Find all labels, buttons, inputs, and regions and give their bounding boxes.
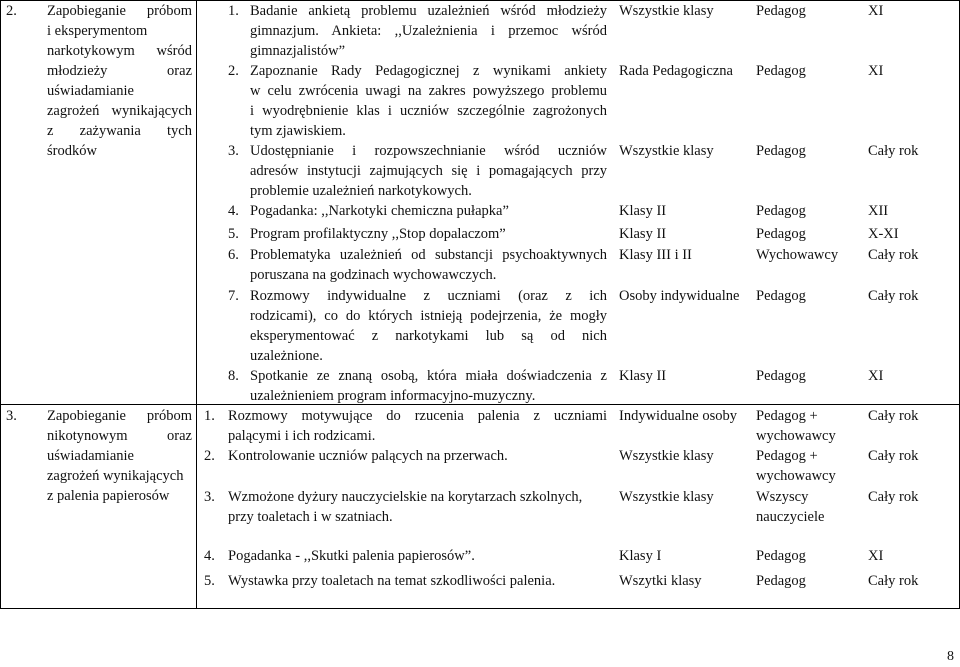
task-line: Pogadanka: ,,Narkotyki chemiczna pułapka”: [250, 203, 509, 219]
target-group: Klasy II: [619, 368, 667, 384]
deadline: Cały rok: [868, 489, 919, 505]
responsible: wychowawcy: [756, 428, 836, 444]
task-line: Udostępnianie i rozpowszechnianie wśród uczniów: [250, 143, 607, 159]
task-line: w celu zwrócenia uwagi na zakres powyższego problemu: [250, 83, 607, 99]
task-line: adresów instytucji zajmujących się i pomagających przy: [250, 163, 607, 179]
section-3-line: nikotynowym oraz: [47, 428, 192, 444]
task-line: uzależnieniem program informacyjno-muzyczny.: [250, 388, 536, 404]
target-group: Klasy II: [619, 226, 667, 242]
responsible: Pedagog: [756, 368, 806, 384]
row-number: 2.: [204, 448, 215, 464]
target-group: Wszystkie klasy: [619, 489, 714, 505]
task-line: Problematyka uzależnień od substancji psychoaktywnych: [250, 247, 607, 263]
section-2-line: i eksperymentom: [47, 23, 148, 39]
section-2-line: z zażywania tych: [47, 123, 192, 139]
task-line: Zapoznanie Rady Pedagogicznej z wynikami ankiety: [250, 63, 607, 79]
row-number: 2.: [228, 63, 239, 79]
task-line: Program profilaktyczny ,,Stop dopalaczom”: [250, 226, 506, 242]
task-line: gimnazjalistów”: [250, 43, 346, 59]
task-line: Rozmowy indywidualne z uczniami (oraz z ich: [250, 288, 607, 304]
section-2-line: uświadamianie: [47, 83, 134, 99]
task-line: przy toaletach i w szatniach.: [228, 509, 393, 525]
task-line: Spotkanie ze znaną osobą, która miała doświadczenia z: [250, 368, 607, 384]
row-number: 3.: [204, 489, 215, 505]
deadline: XI: [868, 3, 884, 19]
deadline: XI: [868, 63, 884, 79]
responsible: Pedagog: [756, 226, 806, 242]
target-group: Klasy II: [619, 203, 667, 219]
responsible: Pedagog: [756, 203, 806, 219]
row-number: 5.: [228, 226, 239, 242]
deadline: XII: [868, 203, 889, 219]
section-3-line: z palenia papierosów: [47, 488, 170, 504]
target-group: Indywidualne osoby: [619, 408, 737, 424]
row-number: 1.: [228, 3, 239, 19]
task-line: problemie uzależnień narkotykowych.: [250, 183, 472, 199]
section-3-number: 3.: [6, 408, 17, 424]
section-2-line: młodzieży oraz: [47, 63, 192, 79]
section-2-line: Zapobieganie próbom: [47, 3, 192, 19]
deadline: X-XI: [868, 226, 899, 242]
deadline: Cały rok: [868, 408, 919, 424]
task-line: Badanie ankietą problemu uzależnień wśród młodzieży: [250, 3, 607, 19]
column-divider-1: [196, 0, 197, 609]
responsible: Pedagog: [756, 63, 806, 79]
task-line: Kontrolowanie uczniów palących na przerwach.: [228, 448, 508, 464]
table-left-border: [0, 0, 1, 609]
responsible: Pedagog: [756, 573, 806, 589]
row-number: 4.: [228, 203, 239, 219]
row-number: 1.: [204, 408, 215, 424]
task-line: eksperymentować z narkotykami lub są od nich: [250, 328, 607, 344]
target-group: Wszystkie klasy: [619, 143, 714, 159]
deadline: Cały rok: [868, 573, 919, 589]
responsible: wychowawcy: [756, 468, 836, 484]
row-number: 6.: [228, 247, 239, 263]
deadline: XI: [868, 368, 884, 384]
deadline: Cały rok: [868, 288, 919, 304]
page-number: 8: [947, 649, 954, 664]
target-group: Klasy I: [619, 548, 662, 564]
responsible: Pedagog +: [756, 448, 818, 464]
section-3-line: uświadamianie: [47, 448, 134, 464]
responsible: Pedagog: [756, 3, 806, 19]
task-line: palącymi i ich rodzicami.: [228, 428, 376, 444]
section-2-line: zagrożeń wynikających: [47, 103, 192, 119]
responsible: Pedagog: [756, 288, 806, 304]
task-line: tym zjawiskiem.: [250, 123, 346, 139]
responsible: Wychowawcy: [756, 247, 839, 263]
section-2-line: środków: [47, 143, 97, 159]
task-line: poruszana na godzinach wychowawczych.: [250, 267, 497, 283]
target-group: Wszystkie klasy: [619, 448, 714, 464]
target-group: Rada Pedagogiczna: [619, 63, 733, 79]
task-line: Rozmowy motywujące do rzucenia palenia z uczniami: [228, 408, 607, 424]
target-group: Wszystkie klasy: [619, 3, 714, 19]
task-line: Pogadanka - ,,Skutki palenia papierosów”.: [228, 548, 475, 564]
task-line: rodzicami), co do których istnieją podejrzenia, że mogły: [250, 308, 607, 324]
row-number: 4.: [204, 548, 215, 564]
deadline: Cały rok: [868, 448, 919, 464]
target-group: Osoby indywidualne: [619, 288, 740, 304]
section-2-line: narkotykowym wśród: [47, 43, 192, 59]
target-group: Wszytki klasy: [619, 573, 702, 589]
deadline: Cały rok: [868, 247, 919, 263]
task-line: Wzmożone dyżury nauczycielskie na korytarzach szkolnych,: [228, 489, 583, 505]
row-number: 7.: [228, 288, 239, 304]
responsible: Pedagog: [756, 548, 806, 564]
table-bottom-border: [0, 608, 960, 609]
task-line: uzależnione.: [250, 348, 323, 364]
row-number: 5.: [204, 573, 215, 589]
responsible: Pedagog +: [756, 408, 818, 424]
row-number: 8.: [228, 368, 239, 384]
section-2-number: 2.: [6, 3, 17, 19]
row-number: 3.: [228, 143, 239, 159]
deadline: Cały rok: [868, 143, 919, 159]
task-line: gimnazjum. Ankieta: ,,Uzależnienia i przemoc wśród: [250, 23, 607, 39]
deadline: XI: [868, 548, 884, 564]
responsible: nauczyciele: [756, 509, 825, 525]
target-group: Klasy III i II: [619, 247, 692, 263]
task-line: Wystawka przy toaletach na temat szkodliwości palenia.: [228, 573, 556, 589]
responsible: Wszyscy: [756, 489, 809, 505]
responsible: Pedagog: [756, 143, 806, 159]
section-3-line: zagrożeń wynikających: [47, 468, 184, 484]
section-3-line: Zapobieganie próbom: [47, 408, 192, 424]
task-line: i wyodrębnienie klas i uczniów szczególnie zagrożonych: [250, 103, 607, 119]
